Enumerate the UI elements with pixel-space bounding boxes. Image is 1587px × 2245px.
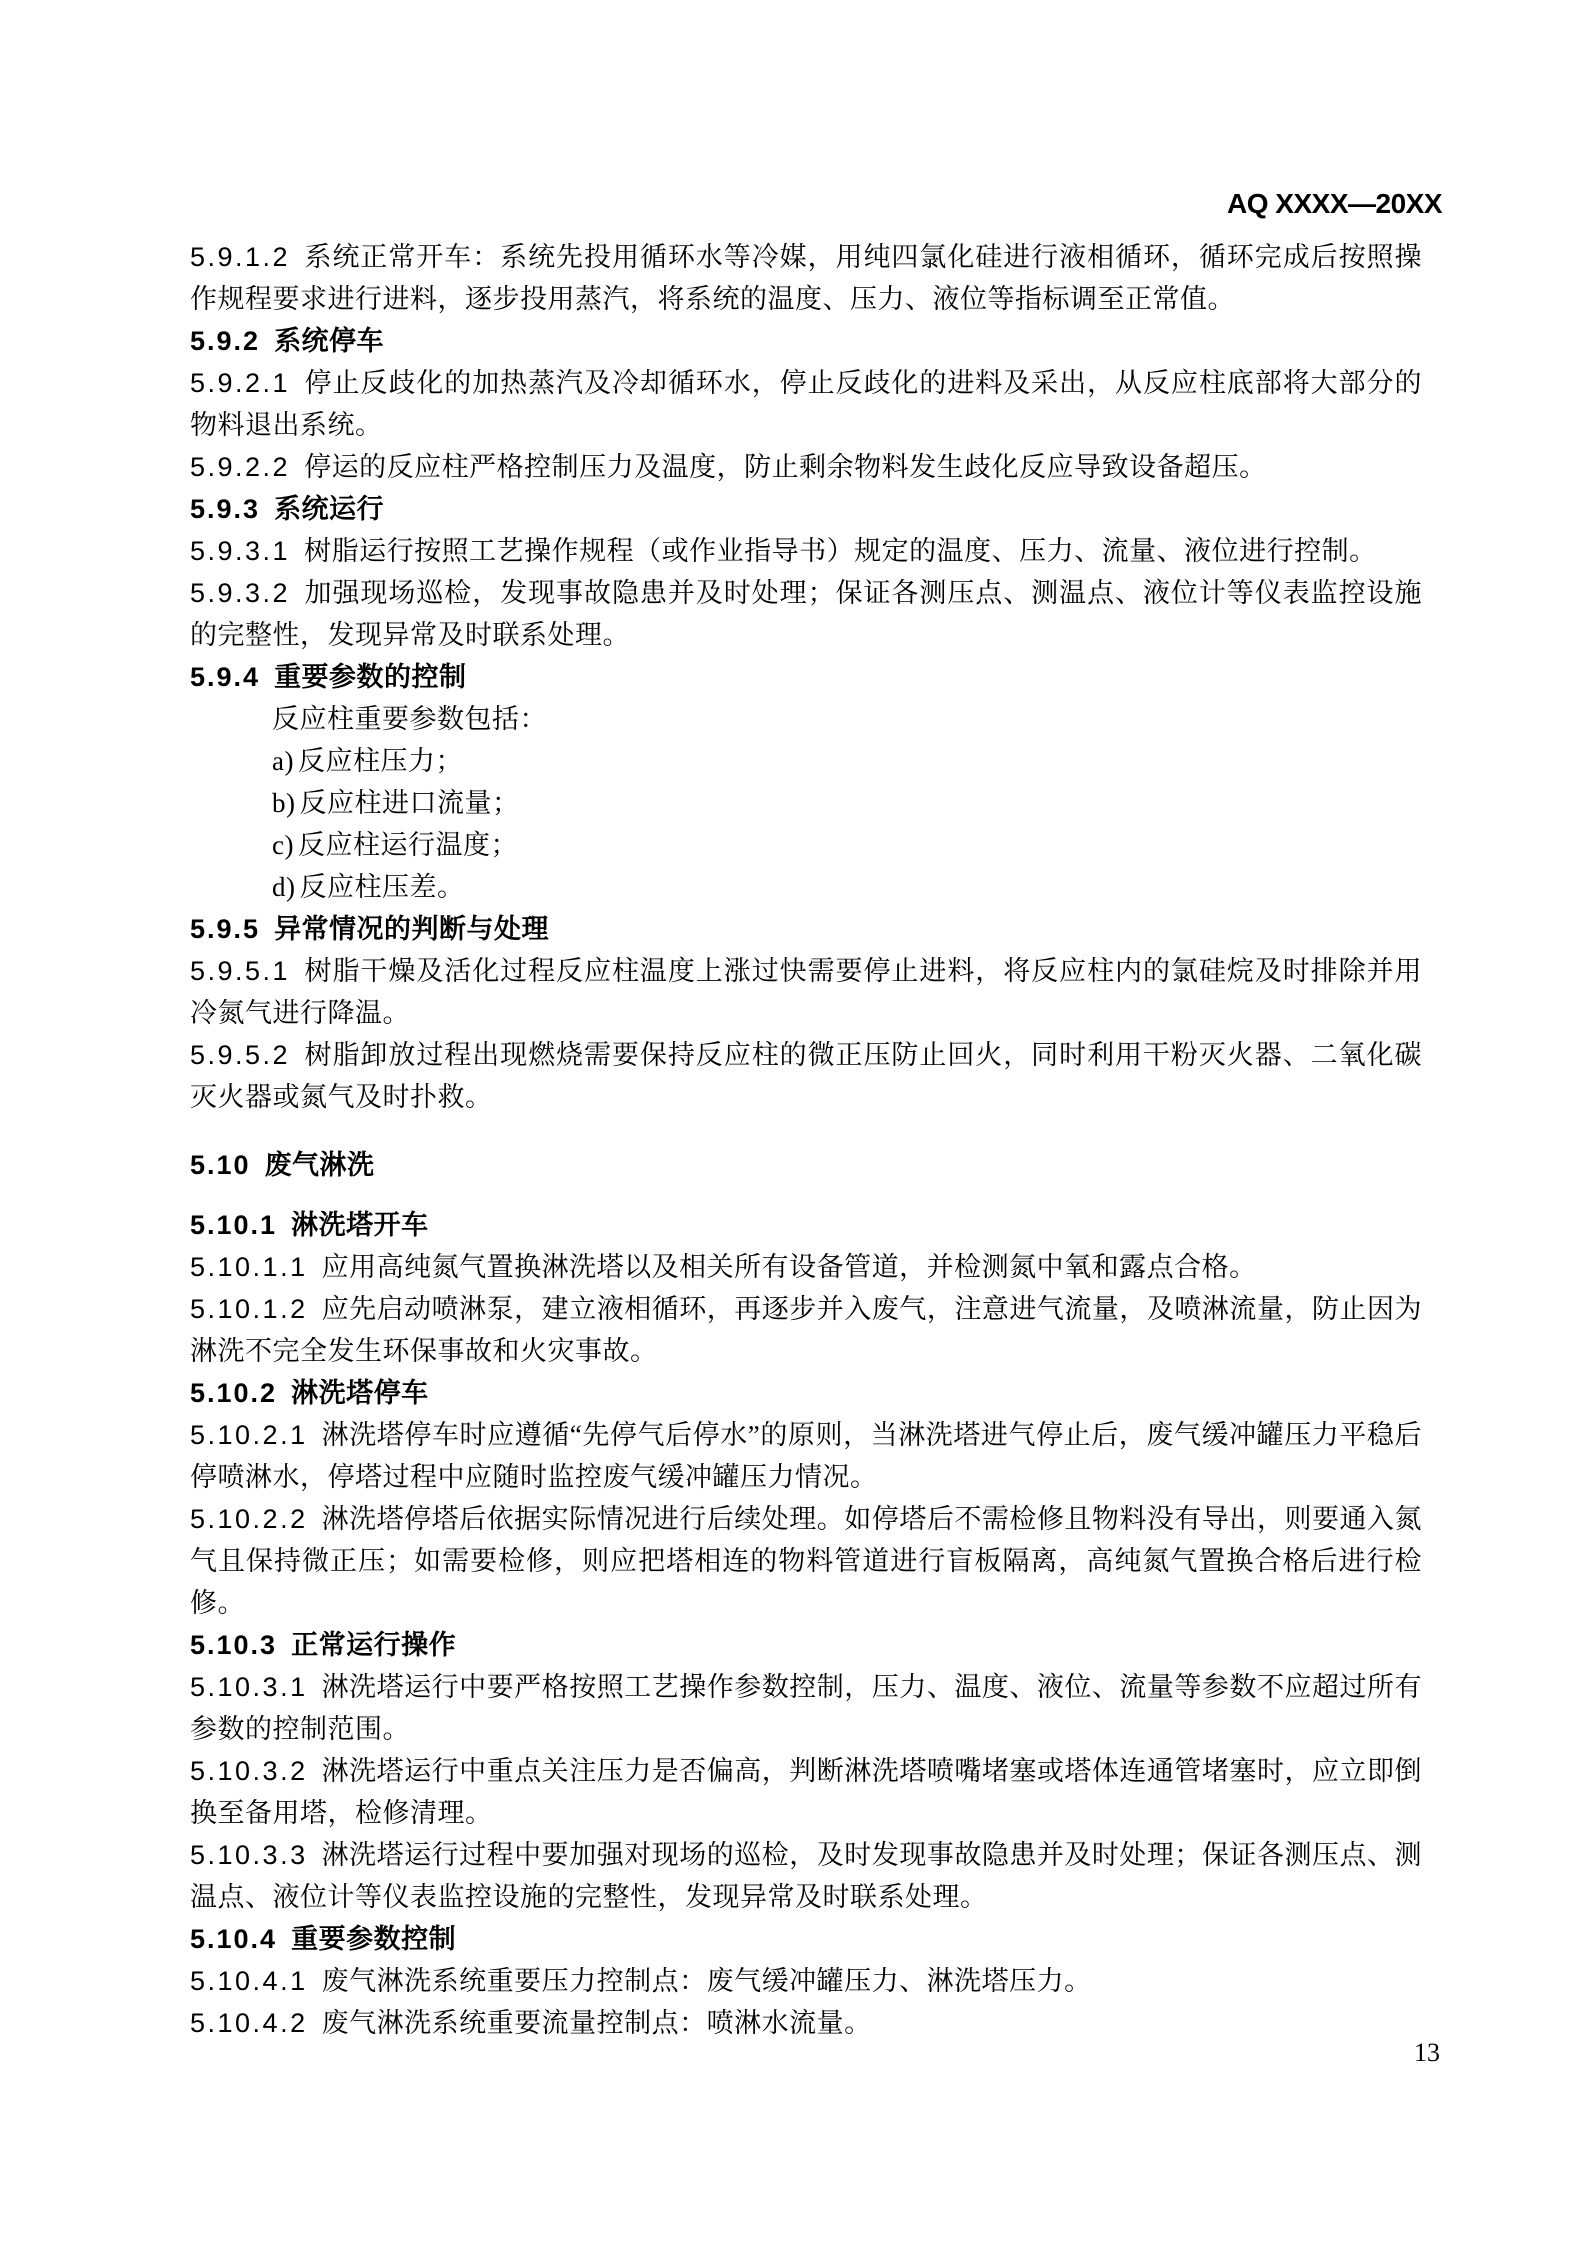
clause-paragraph bbox=[190, 1666, 1422, 1750]
clause-text: 淋洗塔开车 bbox=[291, 1210, 429, 1240]
clause-text: 加强现场巡检，发现事故隐患并及时处理；保证各测压点、测温点、液位计等仪表监控设施的完整性，发现异常及时联系处理。 bbox=[190, 578, 1422, 650]
list-item-text: 反应柱压差。 bbox=[299, 872, 465, 902]
clause-number: 5.10.2.2 bbox=[190, 1504, 308, 1534]
clause-paragraph bbox=[190, 530, 1422, 572]
clause-number: 5.9.4 bbox=[190, 662, 261, 692]
page-number: 13 bbox=[1414, 2038, 1440, 2067]
clause-number: 5.9.3.1 bbox=[190, 536, 291, 566]
clause-heading bbox=[190, 1372, 1422, 1414]
clause-text: 淋洗塔停车时应遵循“先停气后停水”的原则，当淋洗塔进气停止后，废气缓冲罐压力平稳后停喷淋水，停塔过程中应随时监控废气缓冲罐压力情况。 bbox=[190, 1420, 1422, 1492]
clause-paragraph bbox=[190, 1498, 1422, 1624]
clause-number: 5.10 bbox=[190, 1150, 251, 1180]
clause-number: 5.10.3.1 bbox=[190, 1672, 308, 1702]
clause-text: 正常运行操作 bbox=[291, 1630, 457, 1660]
clause-number: 5.9.2 bbox=[190, 326, 261, 356]
clause-paragraph bbox=[190, 1246, 1422, 1288]
clause-heading bbox=[190, 320, 1422, 362]
clause-text: 树脂运行按照工艺操作规程（或作业指导书）规定的温度、压力、流量、液位进行控制。 bbox=[304, 536, 1377, 566]
clause-heading bbox=[190, 908, 1422, 950]
clause-heading bbox=[190, 656, 1422, 698]
clause-text: 淋洗塔运行过程中要加强对现场的巡检，及时发现事故隐患并及时处理；保证各测压点、测温点、液位计等仪表监控设施的完整性，发现异常及时联系处理。 bbox=[190, 1840, 1422, 1912]
clause-number: 5.10.3.2 bbox=[190, 1756, 308, 1786]
clause-number: 5.10.2.1 bbox=[190, 1420, 308, 1450]
clause-text: 停运的反应柱严格控制压力及温度，防止剩余物料发生歧化反应导致设备超压。 bbox=[304, 452, 1267, 482]
clause-heading bbox=[190, 1204, 1422, 1246]
list-item bbox=[190, 866, 1422, 908]
clause-heading bbox=[190, 1918, 1422, 1960]
list-item-marker: b) bbox=[272, 788, 296, 818]
clause-text: 系统正常开车：系统先投用循环水等冷媒，用纯四氯化硅进行液相循环，循环完成后按照操作规程要求进行进料，逐步投用蒸汽，将系统的温度、压力、液位等指标调至正常值。 bbox=[190, 242, 1422, 314]
clause-number: 5.10.4.1 bbox=[190, 1966, 308, 1996]
clause-number: 5.9.3 bbox=[190, 494, 261, 524]
clause-paragraph bbox=[190, 1834, 1422, 1918]
clause-text: 废气淋洗系统重要压力控制点：废气缓冲罐压力、淋洗塔压力。 bbox=[321, 1966, 1092, 1996]
clause-text: 重要参数控制 bbox=[291, 1924, 457, 1954]
clause-text: 系统运行 bbox=[274, 494, 385, 524]
clause-number: 5.10.2 bbox=[190, 1378, 278, 1408]
clause-number: 5.9.2.1 bbox=[190, 368, 291, 398]
document-code: AQ XXXX—20XX bbox=[1227, 188, 1442, 219]
clause-number: 5.9.2.2 bbox=[190, 452, 291, 482]
clause-text: 系统停车 bbox=[274, 326, 385, 356]
clause-paragraph bbox=[190, 1288, 1422, 1372]
list-item bbox=[190, 824, 1422, 866]
clause-text: 淋洗塔停车 bbox=[291, 1378, 429, 1408]
clause-paragraph bbox=[190, 236, 1422, 320]
clause-paragraph bbox=[190, 950, 1422, 1034]
list-item-text: 反应柱进口流量； bbox=[299, 788, 520, 818]
clause-number: 5.9.5 bbox=[190, 914, 261, 944]
clause-text: 反应柱重要参数包括： bbox=[272, 704, 547, 734]
clause-text: 树脂干燥及活化过程反应柱温度上涨过快需要停止进料，将反应柱内的氯硅烷及时排除并用冷氮气进行降温。 bbox=[190, 956, 1422, 1028]
list-item-marker: a) bbox=[272, 746, 294, 776]
clause-number: 5.10.4 bbox=[190, 1924, 278, 1954]
clause-number: 5.10.1.2 bbox=[190, 1294, 308, 1324]
document-body bbox=[190, 236, 1422, 2044]
clause-text: 废气淋洗 bbox=[264, 1150, 375, 1180]
clause-text: 异常情况的判断与处理 bbox=[274, 914, 550, 944]
clause-number: 5.10.1.1 bbox=[190, 1252, 308, 1282]
list-item-marker: d) bbox=[272, 872, 296, 902]
clause-number: 5.9.1.2 bbox=[190, 242, 291, 272]
clause-number: 5.10.3.3 bbox=[190, 1840, 308, 1870]
clause-number: 5.10.3 bbox=[190, 1630, 278, 1660]
clause-number: 5.10.4.2 bbox=[190, 2008, 308, 2038]
clause-paragraph bbox=[190, 362, 1422, 446]
clause-text: 淋洗塔停塔后依据实际情况进行后续处理。如停塔后不需检修且物料没有导出，则要通入氮气且保持微正压；如需要检修，则应把塔相连的物料管道进行盲板隔离，高纯氮气置换合格后进行检修。 bbox=[190, 1504, 1422, 1618]
clause-heading bbox=[190, 1624, 1422, 1666]
clause-paragraph bbox=[190, 446, 1422, 488]
list-intro bbox=[190, 698, 1422, 740]
clause-number: 5.9.3.2 bbox=[190, 578, 291, 608]
list-item-text: 反应柱压力； bbox=[297, 746, 463, 776]
clause-text: 树脂卸放过程出现燃烧需要保持反应柱的微正压防止回火，同时利用干粉灭火器、二氧化碳灭火器或氮气及时扑救。 bbox=[190, 1040, 1422, 1112]
clause-number: 5.9.5.1 bbox=[190, 956, 291, 986]
clause-heading bbox=[190, 488, 1422, 530]
clause-text: 淋洗塔运行中要严格按照工艺操作参数控制，压力、温度、液位、流量等参数不应超过所有参数的控制范围。 bbox=[190, 1672, 1422, 1744]
clause-paragraph bbox=[190, 1034, 1422, 1118]
clause-text: 应先启动喷淋泵，建立液相循环，再逐步并入废气，注意进气流量，及喷淋流量，防止因为淋洗不完全发生环保事故和火灾事故。 bbox=[190, 1294, 1422, 1366]
clause-number: 5.10.1 bbox=[190, 1210, 278, 1240]
list-item bbox=[190, 740, 1422, 782]
clause-text: 淋洗塔运行中重点关注压力是否偏高，判断淋洗塔喷嘴堵塞或塔体连通管堵塞时，应立即倒换至备用塔，检修清理。 bbox=[190, 1756, 1422, 1828]
section-heading bbox=[190, 1144, 1422, 1186]
clause-paragraph bbox=[190, 1750, 1422, 1834]
clause-paragraph bbox=[190, 1414, 1422, 1498]
clause-text: 废气淋洗系统重要流量控制点：喷淋水流量。 bbox=[321, 2008, 872, 2038]
clause-text: 停止反歧化的加热蒸汽及冷却循环水，停止反歧化的进料及采出，从反应柱底部将大部分的物料退出系统。 bbox=[190, 368, 1422, 440]
list-item-text: 反应柱运行温度； bbox=[297, 830, 518, 860]
list-item-marker: c) bbox=[272, 830, 294, 860]
clause-number: 5.9.5.2 bbox=[190, 1040, 291, 1070]
clause-text: 应用高纯氮气置换淋洗塔以及相关所有设备管道，并检测氮中氧和露点合格。 bbox=[321, 1252, 1257, 1282]
clause-paragraph bbox=[190, 1960, 1422, 2002]
clause-text: 重要参数的控制 bbox=[274, 662, 467, 692]
clause-paragraph bbox=[190, 572, 1422, 656]
list-item bbox=[190, 782, 1422, 824]
